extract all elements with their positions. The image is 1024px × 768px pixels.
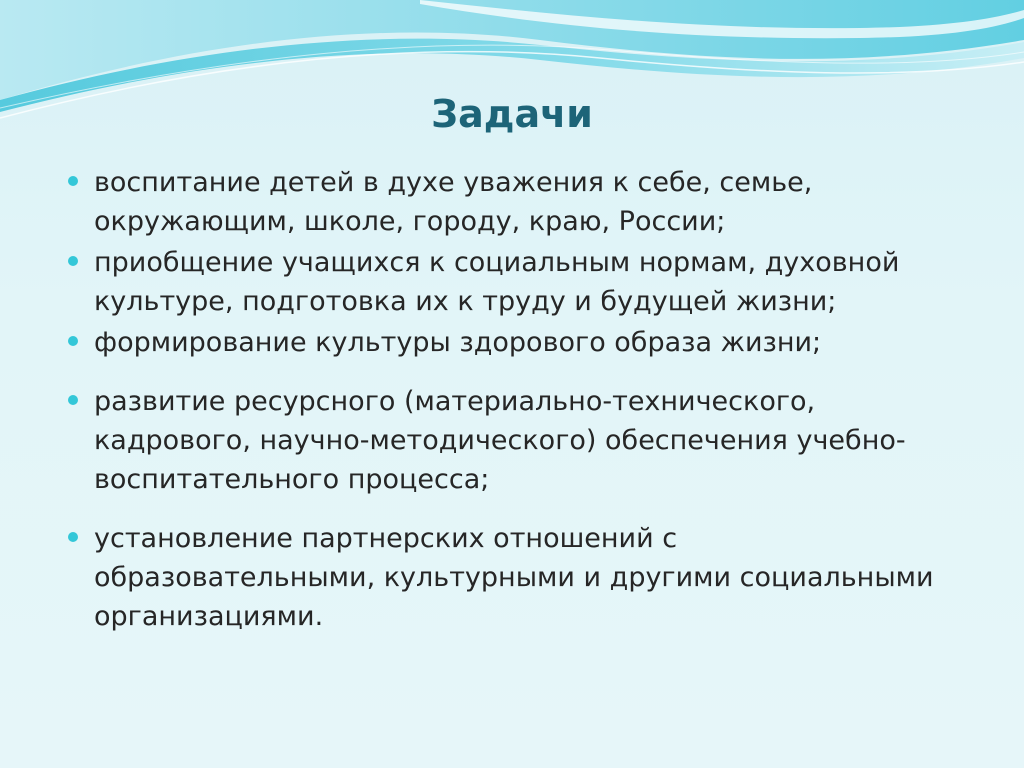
list-item: [66, 163, 946, 241]
slide-title: Задачи: [431, 92, 593, 136]
list-item: [66, 519, 946, 636]
bullet-dot-icon: [68, 256, 78, 266]
list-item-text: установление партнерских отношений с образовательными, культурными и другими социальными организациями.: [94, 523, 934, 632]
bullet-dot-icon: [68, 176, 78, 186]
list-item-text: развитие ресурсного (материально-технического, кадрового, научно-методического) обеспечения учебно-воспитательного процесса;: [94, 386, 906, 495]
list-item: [66, 323, 946, 362]
list-item-text: формирование культуры здорового образа жизни;: [94, 327, 822, 358]
bullet-dot-icon: [68, 336, 78, 346]
list-item: [66, 243, 946, 321]
list-item: [66, 382, 946, 499]
bullet-dot-icon: [68, 395, 78, 405]
task-list: [66, 163, 946, 636]
list-item-text: приобщение учащихся к социальным нормам, духовной культуре, подготовка их к труду и будущей жизни;: [94, 247, 900, 317]
list-item-text: воспитание детей в духе уважения к себе, семье, окружающим, школе, городу, краю, России;: [94, 167, 813, 237]
bullet-dot-icon: [68, 532, 78, 542]
